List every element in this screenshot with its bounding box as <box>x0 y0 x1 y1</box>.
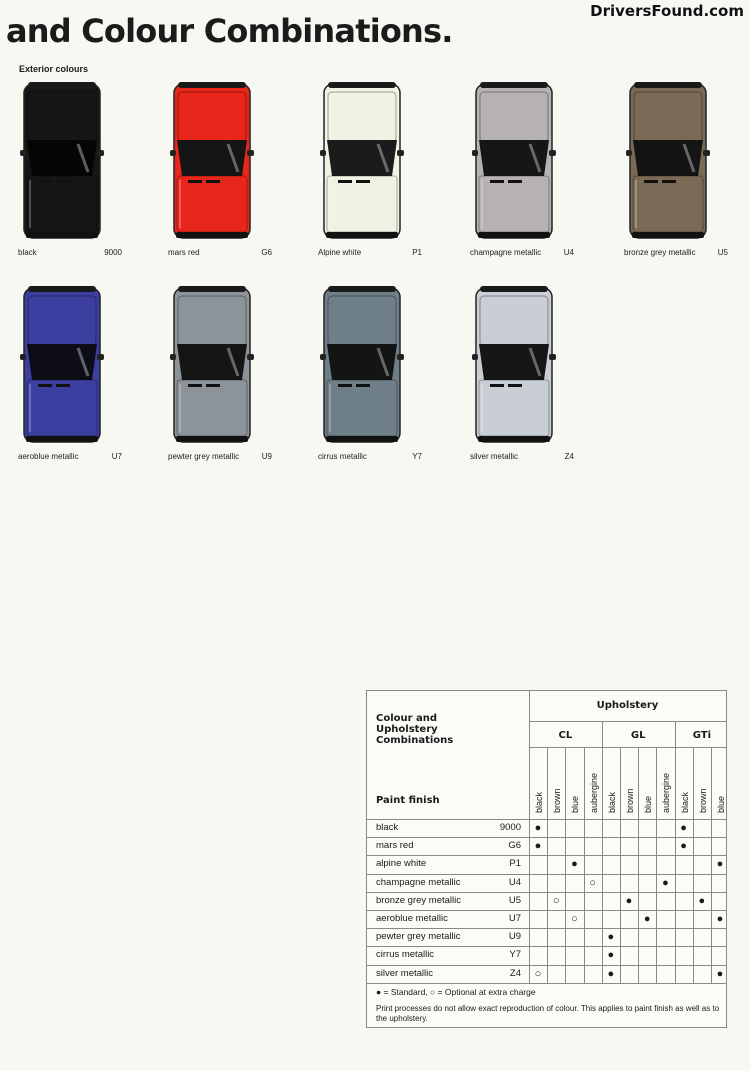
grid-line <box>620 747 621 983</box>
car-top-view-illustration <box>168 80 272 242</box>
watermark: DriversFound.com <box>590 2 744 20</box>
empty-cell <box>529 946 547 964</box>
empty-cell <box>675 855 693 873</box>
combination-mark: ● <box>571 858 578 871</box>
combination-mark: ● <box>716 913 724 925</box>
table-title: Colour and Upholstery Combinations <box>376 713 454 746</box>
empty-cell <box>656 946 674 964</box>
colour-name: silver metallic <box>470 452 519 461</box>
paint-name: cirrus metallic <box>376 949 435 961</box>
empty-cell <box>584 928 602 946</box>
empty-cell <box>547 946 565 964</box>
row-divider <box>367 946 726 947</box>
empty-cell <box>638 819 656 837</box>
empty-cell <box>638 892 656 910</box>
upholstery-column-header <box>656 751 674 813</box>
paint-name: pewter grey metallic <box>376 931 461 943</box>
upholstery-column-header <box>693 751 711 813</box>
upholstery-column-header <box>602 751 620 813</box>
empty-cell <box>656 855 674 873</box>
empty-cell <box>620 946 638 964</box>
combination-mark: ○ <box>552 894 560 907</box>
upholstery-column-header <box>675 751 693 813</box>
combination-mark: ● <box>534 840 542 853</box>
empty-cell <box>711 946 729 964</box>
empty-cell <box>675 928 693 946</box>
row-divider <box>367 874 726 875</box>
empty-cell <box>584 892 602 910</box>
empty-cell <box>675 965 693 983</box>
paint-code: U7 <box>508 913 521 924</box>
grid-line <box>565 747 566 983</box>
empty-cell <box>602 910 620 928</box>
car-top-view-illustration <box>624 80 728 242</box>
page-title: and Colour Combinations. <box>6 12 453 50</box>
trim-label: GTi <box>692 730 712 741</box>
empty-cell <box>675 910 693 928</box>
grid-line <box>693 747 694 983</box>
paint-name: champagne metallic <box>376 876 461 888</box>
empty-cell <box>620 855 638 873</box>
legend: ● = Standard, ○ = Optional at extra charge <box>376 987 536 997</box>
row-divider <box>367 892 726 893</box>
upholstery-column-header <box>547 751 565 813</box>
empty-cell <box>547 928 565 946</box>
upholstery-column-header <box>584 751 602 813</box>
paint-finish-label: Paint finish <box>376 795 440 806</box>
colour-name: cirrus metallic <box>318 452 367 461</box>
column-label: black <box>534 791 544 813</box>
paint-name: silver metallic <box>376 967 434 979</box>
empty-cell <box>565 874 583 892</box>
row-divider <box>367 965 726 966</box>
empty-cell <box>584 910 602 928</box>
empty-cell <box>547 855 565 873</box>
empty-cell <box>584 837 602 855</box>
empty-cell <box>711 892 729 910</box>
empty-cell <box>711 837 729 855</box>
colour-name: pewter grey metallic <box>168 452 240 461</box>
colour-upholstery-table <box>366 690 727 1028</box>
grid-line <box>711 747 712 983</box>
empty-cell <box>529 874 547 892</box>
empty-cell <box>602 874 620 892</box>
colour-code: U7 <box>111 452 122 461</box>
combination-mark: ● <box>625 894 633 907</box>
empty-cell <box>638 874 656 892</box>
empty-cell <box>584 855 602 873</box>
paint-name: mars red <box>376 840 414 852</box>
upholstery-column-header <box>711 751 729 813</box>
empty-cell <box>656 892 674 910</box>
column-label: brown <box>697 788 708 813</box>
trim-label: CL <box>558 730 573 741</box>
empty-cell <box>547 910 565 928</box>
empty-cell <box>620 819 638 837</box>
combination-mark: ● <box>607 949 615 962</box>
combination-mark: ○ <box>534 967 542 980</box>
colour-code: Z4 <box>564 452 574 461</box>
car-swatch <box>318 284 422 464</box>
car-swatch <box>18 284 122 464</box>
column-label: blue <box>570 795 581 813</box>
column-label: black <box>679 791 690 813</box>
paint-name: alpine white <box>376 858 427 870</box>
column-label: blue <box>643 795 654 813</box>
empty-cell <box>693 946 711 964</box>
upholstery-label: Upholstery <box>596 700 659 711</box>
empty-cell <box>547 965 565 983</box>
upholstery-column-header <box>529 751 547 813</box>
colour-code: 9000 <box>104 248 122 257</box>
paint-code: P1 <box>509 858 521 870</box>
car-swatch <box>624 80 728 260</box>
empty-cell <box>693 874 711 892</box>
empty-cell <box>693 965 711 983</box>
empty-cell <box>547 837 565 855</box>
car-top-view-illustration <box>470 284 574 446</box>
trim-label: GL <box>630 730 646 741</box>
exterior-colours-label: Exterior colours <box>19 64 89 74</box>
colour-name: Alpine white <box>318 248 362 257</box>
empty-cell <box>620 910 638 928</box>
trim-divider <box>602 721 603 983</box>
empty-cell <box>711 819 729 837</box>
colour-code: U5 <box>717 248 728 257</box>
empty-cell <box>529 928 547 946</box>
empty-cell <box>693 837 711 855</box>
disclaimer: Print processes do not allow exact reproduction of colour. This applies to paint finish as well as to the upholstery. <box>376 1004 720 1023</box>
car-caption <box>318 248 422 260</box>
empty-cell <box>711 874 729 892</box>
empty-cell <box>547 874 565 892</box>
paint-name: aeroblue metallic <box>376 913 448 924</box>
car-swatch <box>168 80 272 260</box>
column-label: blue <box>716 795 726 813</box>
column-label: brown <box>552 788 563 813</box>
empty-cell <box>693 910 711 928</box>
car-swatch <box>318 80 422 260</box>
colour-code: Y7 <box>412 452 422 461</box>
car-swatch <box>470 284 574 464</box>
empty-cell <box>656 837 674 855</box>
combination-mark: ● <box>716 967 724 980</box>
empty-cell <box>529 855 547 873</box>
upholstery-column-header <box>638 751 656 813</box>
empty-cell <box>529 910 547 928</box>
grid-line <box>584 747 585 983</box>
combination-mark: ● <box>716 858 724 871</box>
empty-cell <box>620 874 638 892</box>
row-divider <box>367 910 726 911</box>
combination-mark: ● <box>662 876 669 889</box>
empty-cell <box>656 819 674 837</box>
combination-mark: ○ <box>589 876 596 889</box>
empty-cell <box>584 965 602 983</box>
empty-cell <box>693 928 711 946</box>
paint-code: G6 <box>508 840 521 852</box>
car-top-view-illustration <box>18 284 122 446</box>
paint-code: U4 <box>508 876 521 888</box>
empty-cell <box>638 928 656 946</box>
empty-cell <box>675 892 693 910</box>
car-top-view-illustration <box>318 284 422 446</box>
empty-cell <box>638 855 656 873</box>
colour-name: black <box>18 248 37 257</box>
column-label: aubergine <box>661 772 672 813</box>
empty-cell <box>602 819 620 837</box>
paint-code: 9000 <box>499 822 521 833</box>
empty-cell <box>565 965 583 983</box>
colour-code: U9 <box>261 452 272 461</box>
trim-divider <box>675 721 676 983</box>
colour-code: U4 <box>563 248 574 257</box>
empty-cell <box>656 928 674 946</box>
empty-cell <box>675 946 693 964</box>
combination-mark: ● <box>643 913 651 925</box>
paint-code: Z4 <box>509 967 521 979</box>
combination-mark: ● <box>680 840 687 853</box>
combination-mark: ● <box>698 894 706 907</box>
car-swatch <box>168 284 272 464</box>
empty-cell <box>584 819 602 837</box>
combination-mark: ○ <box>571 913 578 925</box>
paint-name: black <box>376 822 399 833</box>
empty-cell <box>565 892 583 910</box>
car-caption <box>318 452 422 464</box>
car-swatch <box>470 80 574 260</box>
empty-cell <box>529 892 547 910</box>
colour-name: bronze grey metallic <box>624 248 696 257</box>
empty-cell <box>565 837 583 855</box>
colour-name: aeroblue metallic <box>18 452 79 461</box>
empty-cell <box>602 892 620 910</box>
row-divider <box>367 855 726 856</box>
paint-name: bronze grey metallic <box>376 894 462 906</box>
empty-cell <box>693 819 711 837</box>
empty-cell <box>565 819 583 837</box>
car-caption <box>470 452 574 464</box>
empty-cell <box>620 837 638 855</box>
empty-cell <box>656 910 674 928</box>
car-caption <box>168 452 272 464</box>
car-caption <box>18 248 122 260</box>
car-top-view-illustration <box>318 80 422 242</box>
colour-code: P1 <box>412 248 422 257</box>
column-label: brown <box>625 788 635 813</box>
car-caption <box>470 248 574 260</box>
empty-cell <box>638 837 656 855</box>
empty-cell <box>584 946 602 964</box>
grid-line <box>638 747 639 983</box>
colour-name: champagne metallic <box>470 248 542 257</box>
empty-cell <box>547 819 565 837</box>
upholstery-column-header <box>565 751 583 813</box>
combination-mark: ● <box>680 822 687 834</box>
car-caption <box>168 248 272 260</box>
colour-name: mars red <box>168 248 200 257</box>
grid-line <box>529 747 726 748</box>
combination-mark: ● <box>534 822 542 834</box>
paint-code: U9 <box>508 931 521 943</box>
empty-cell <box>565 946 583 964</box>
car-top-view-illustration <box>18 80 122 242</box>
empty-cell <box>602 837 620 855</box>
colour-code: G6 <box>261 248 272 257</box>
column-label: aubergine <box>588 772 599 813</box>
car-swatch <box>18 80 122 260</box>
empty-cell <box>693 855 711 873</box>
empty-cell <box>656 965 674 983</box>
row-divider <box>367 837 726 838</box>
empty-cell <box>602 855 620 873</box>
car-top-view-illustration <box>470 80 574 242</box>
paint-code: Y7 <box>509 949 521 961</box>
combination-mark: ● <box>607 967 615 980</box>
paint-code: U5 <box>508 894 521 906</box>
row-divider <box>367 928 726 929</box>
upholstery-column-header <box>620 751 638 813</box>
column-label: black <box>606 791 617 813</box>
car-top-view-illustration <box>168 284 272 446</box>
grid-line <box>656 747 657 983</box>
empty-cell <box>620 928 638 946</box>
grid-line <box>529 721 726 722</box>
row-divider <box>367 983 726 984</box>
grid-line <box>547 747 548 983</box>
empty-cell <box>638 946 656 964</box>
empty-cell <box>620 965 638 983</box>
car-caption <box>18 452 122 464</box>
empty-cell <box>565 928 583 946</box>
empty-cell <box>711 928 729 946</box>
empty-cell <box>675 874 693 892</box>
car-caption <box>624 248 728 260</box>
combination-mark: ● <box>607 931 615 944</box>
empty-cell <box>638 965 656 983</box>
